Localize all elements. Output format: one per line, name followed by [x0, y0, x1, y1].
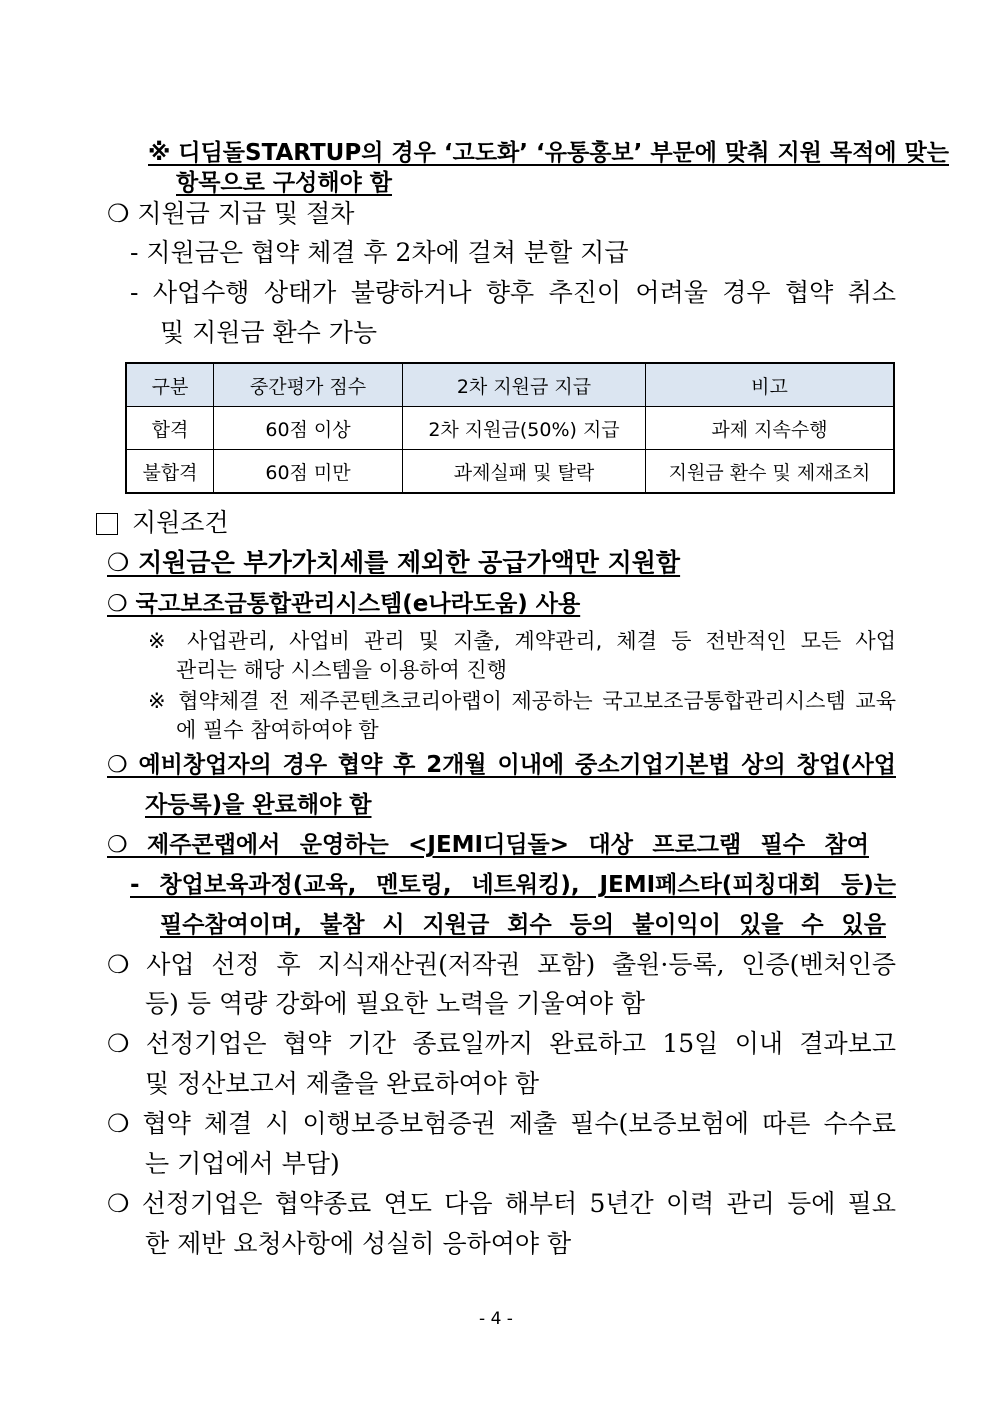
table-row — [126, 450, 894, 494]
condition-4-sub-line2: 필수참여이며, 불참 시 지원금 회수 등의 불이익이 있을 수 있음 — [160, 912, 886, 938]
condition-8-line2: 한 제반 요청사항에 성실히 응하여야 함 — [145, 1229, 572, 1258]
payment-item1: - 지원금은 협약 체결 후 2차에 걸쳐 분할 지급 — [130, 238, 629, 267]
condition-8-line1: ❍ 선정기업은 협약종료 연도 다음 해부터 5년간 이력 관리 등에 필요 — [107, 1189, 896, 1218]
condition-4-sub-line1: - 창업보육과정(교육, 멘토링, 네트워킹), JEMI페스타(피칭대회 등)는 — [130, 872, 896, 898]
table-cell: 60점 이상 — [214, 407, 403, 450]
condition-2-note1-line2: 관리는 해당 시스템을 이용하여 진행 — [176, 658, 507, 682]
condition-2-note1-line1: ※ 사업관리, 사업비 관리 및 지출, 계약관리, 체결 등 전반적인 모든 사업 — [148, 629, 896, 653]
section-checkbox-icon — [96, 513, 118, 535]
condition-2-note2-line1: ※ 협약체결 전 제주콘텐츠코리아랩이 제공하는 국고보조금통합관리시스템 교육 — [148, 689, 896, 713]
condition-3-line2: 자등록)을 완료해야 함 — [145, 792, 372, 818]
note-top-line2: 항목으로 구성해야 함 — [176, 170, 392, 196]
table-cell: 합격 — [126, 407, 214, 450]
table-row — [126, 407, 894, 450]
table-header: 2차 지원금 지급 — [403, 363, 646, 407]
page-number: - 4 - — [479, 1309, 513, 1329]
table-header: 비고 — [646, 363, 895, 407]
condition-5-line1: ❍ 사업 선정 후 지식재산권(저작권 포함) 출원·등록, 인증(벤처인증 — [107, 950, 896, 979]
condition-6-line2: 및 정산보고서 제출을 완료하여야 함 — [145, 1069, 540, 1098]
condition-2: ❍ 국고보조금통합관리시스템(e나라도움) 사용 — [107, 591, 581, 617]
table-cell: 2차 지원금(50%) 지급 — [403, 407, 646, 450]
note-top-line1: ※ 디딤돌STARTUP의 경우 ‘고도화’ ‘유통홍보’ 부문에 맞춰 지원 목적에 맞는 — [148, 140, 949, 166]
condition-6-line1: ❍ 선정기업은 협약 기간 종료일까지 완료하고 15일 이내 결과보고 — [107, 1029, 896, 1058]
condition-1: ❍ 지원금은 부가가치세를 제외한 공급가액만 지원함 — [107, 548, 681, 577]
table-header: 구분 — [126, 363, 214, 407]
table-cell: 과제 지속수행 — [646, 407, 895, 450]
condition-3-line1: ❍ 예비창업자의 경우 협약 후 2개월 이내에 중소기업기본법 상의 창업(사업 — [107, 752, 896, 778]
table-header-row — [126, 363, 894, 407]
condition-7-line2: 는 기업에서 부담) — [145, 1149, 340, 1178]
table-cell: 60점 미만 — [214, 450, 403, 494]
condition-7-line1: ❍ 협약 체결 시 이행보증보험증권 제출 필수(보증보험에 따른 수수료 — [107, 1109, 896, 1138]
table-header: 중간평가 점수 — [214, 363, 403, 407]
condition-2-note2-line2: 에 필수 참여하여야 함 — [176, 718, 379, 742]
payment-item2-line1: - 사업수행 상태가 불량하거나 향후 추진이 어려울 경우 협약 취소 — [130, 278, 896, 307]
conditions-title: 지원조건 — [132, 508, 229, 537]
table-cell: 지원금 환수 및 제재조치 — [646, 450, 895, 494]
table-cell: 과제실패 및 탈락 — [403, 450, 646, 494]
evaluation-table — [125, 362, 895, 494]
payment-item2-line2: 및 지원금 환수 가능 — [160, 318, 378, 347]
payment-heading: ❍ 지원금 지급 및 절차 — [107, 199, 355, 228]
condition-5-line2: 등) 등 역량 강화에 필요한 노력을 기울여야 함 — [145, 989, 646, 1018]
table-cell: 불합격 — [126, 450, 214, 494]
condition-4: ❍ 제주콘랩에서 운영하는 <JEMI디딤돌> 대상 프로그램 필수 참여 — [107, 832, 869, 858]
